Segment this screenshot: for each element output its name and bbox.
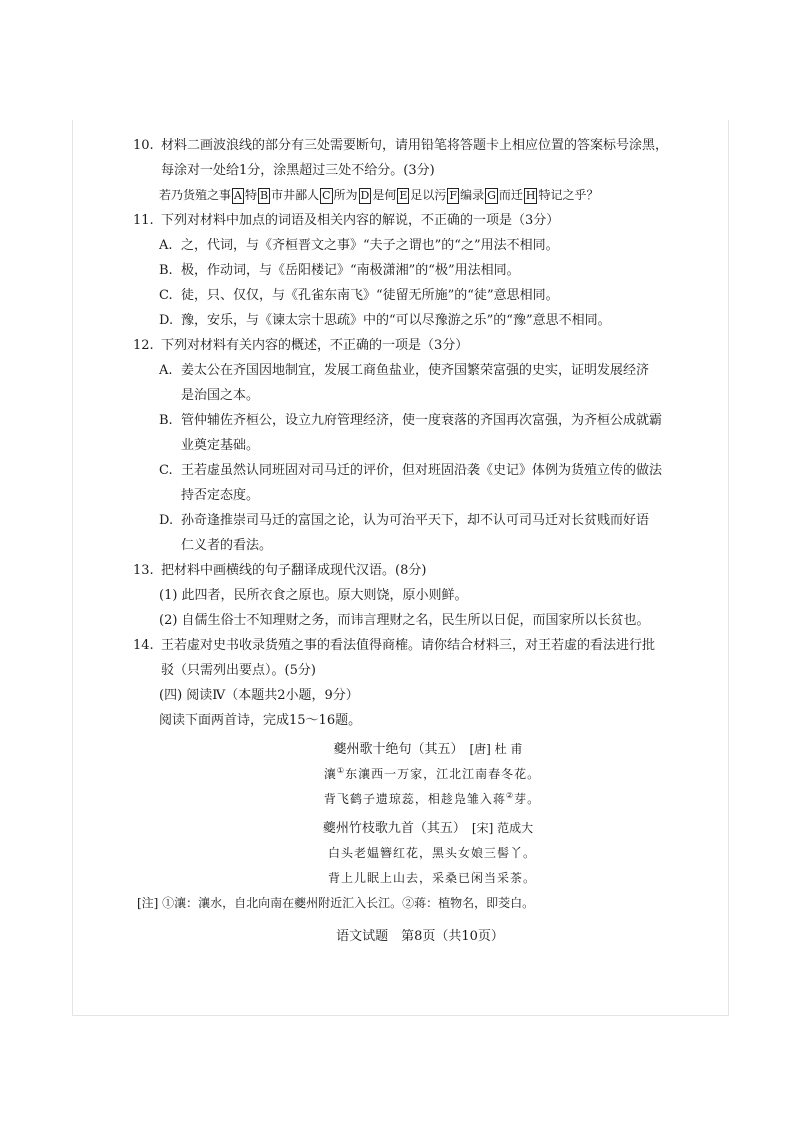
- option-letter: B.: [159, 263, 173, 278]
- question-number: 14.: [133, 638, 154, 653]
- option-letter: C.: [159, 288, 173, 303]
- poem-1-line-1: [137, 762, 697, 787]
- poem-1-author: [唐] 杜 甫: [469, 742, 523, 756]
- option-d: [159, 308, 697, 333]
- question-stem: 把材料中画横线的句子翻译成现代汉语。(8分): [161, 563, 427, 578]
- option-letter: A.: [159, 238, 173, 253]
- option-text: 极，作动词，与《岳阳楼记》“南极潇湘”的“极”用法相同。: [181, 263, 520, 278]
- answer-mark-e: E: [399, 189, 408, 202]
- option-text: 豫，安乐，与《谏太宗十思疏》中的“可以尽豫游之乐”的“豫”意思不相同。: [181, 313, 611, 328]
- poem-text: 瀼: [323, 767, 337, 781]
- question-stem: 下列对材料有关内容的概述，不正确的一项是（3分）: [161, 338, 469, 353]
- option-d: [159, 508, 697, 558]
- question-number: 13.: [133, 563, 154, 578]
- option-text-line-2: 是治国之本。: [181, 388, 260, 403]
- question-stem: 下列对材料中加点的词语及相关内容的解说，不正确的一项是（3分）: [161, 213, 560, 228]
- answer-mark-f: F: [449, 189, 458, 202]
- option-c: [159, 283, 697, 308]
- option-a: [159, 358, 697, 408]
- option-letter: D.: [159, 313, 174, 328]
- poem-1-title-row: [137, 737, 697, 762]
- option-text-line-2: 业奠定基础。: [181, 438, 260, 453]
- option-text-line-1: 王若虚虽然认同班固对司马迁的评价，但对班固沿袭《史记》体例为货殖立传的做法: [181, 463, 663, 478]
- answer-mark-c: C: [322, 189, 331, 202]
- option-a: [159, 233, 697, 258]
- poem-text: 东瀼西一万家，江北江南春冬花。: [345, 767, 541, 781]
- question-14-line-1: 王若虚对史书收录货殖之事的看法值得商榷。请你结合材料三，对王若虚的看法进行批: [161, 638, 656, 653]
- punctuation-sentence: [159, 183, 697, 208]
- poem-text: 芽。: [514, 792, 541, 806]
- option-letter: C.: [159, 463, 173, 478]
- answer-mark-g: G: [487, 189, 496, 202]
- option-text-line-1: 管仲辅佐齐桓公，设立九府管理经济，使一度衰落的齐国再次富强，为齐桓公成就霸: [181, 413, 663, 428]
- option-c: [159, 458, 697, 508]
- segment-text: 是何: [372, 188, 397, 202]
- answer-mark-b: B: [259, 189, 269, 202]
- poem-2-line-1: 白头老媪簪红花，黑头女娘三髻丫。: [327, 846, 536, 860]
- segment-text: 编录: [460, 188, 485, 202]
- poem-text: 背飞鹤子遗琼蕊，相趁凫雏入蒋: [323, 792, 506, 806]
- segment-text: 足以污: [410, 188, 447, 202]
- answer-mark-h: H: [525, 189, 536, 202]
- segment-text: 特: [244, 188, 257, 202]
- option-b: [159, 258, 697, 283]
- exam-page-content: [133, 133, 697, 949]
- section-intro: 阅读下面两首诗，完成15～16题。: [159, 713, 362, 728]
- question-14-line-2: 驳（只需列出要点）。(5分): [161, 663, 316, 678]
- question-number: 10.: [133, 138, 154, 153]
- option-b: [159, 408, 697, 458]
- page-footer: 语文试题 第8页（共10页）: [336, 929, 504, 944]
- answer-mark-a: A: [234, 189, 242, 202]
- option-text: 之，代词，与《齐桓晋文之事》“夫子之谓也”的“之”用法不相同。: [181, 238, 559, 253]
- poem-2-line-2: 背上儿眠上山去，采桑已闲当采茶。: [327, 871, 536, 885]
- segment-text: 所为: [333, 188, 358, 202]
- poem-2-author: [宋] 范成大: [471, 821, 534, 835]
- footnote-marker: ②: [505, 791, 515, 800]
- answer-mark-d: D: [360, 189, 370, 202]
- question-number: 12.: [133, 338, 154, 353]
- segment-text: 市井鄙人: [271, 188, 320, 202]
- option-text-line-2: 持否定态度。: [181, 488, 260, 503]
- option-letter: B.: [159, 413, 173, 428]
- option-letter: D.: [159, 513, 174, 528]
- translation-item-2: (2) 自儒生俗士不知理财之务，而讳言理财之名，民生所以日促，而国家所以长贫也。: [159, 613, 650, 628]
- option-text-line-1: 孙奇逢推崇司马迁的富国之论，认为可治平天下，却不认可司马迁对长贫贱而好语: [181, 513, 650, 528]
- poem-2-title-row: [137, 816, 697, 841]
- question-10-line-1: 材料二画波浪线的部分有三处需要断句，请用铅笔将答题卡上相应位置的答案标号涂黑，: [161, 138, 669, 153]
- footnote: [注] ①瀼：瀼水，自北向南在夔州附近汇入长江。②蒋：植物名，即茭白。: [137, 896, 535, 910]
- question-12: [133, 333, 697, 358]
- option-text-line-2: 仁义者的看法。: [181, 538, 273, 553]
- question-13: [133, 558, 697, 583]
- poem-1-line-2: [137, 787, 697, 812]
- segment-text: 而迁: [498, 188, 523, 202]
- poem-1-title: 夔州歌十绝句（其五）: [333, 742, 464, 757]
- question-10-line-2: 每涂对一处给1分，涂黑超过三处不给分。(3分): [161, 163, 435, 178]
- poem-2-title: 夔州竹枝歌九首（其五）: [322, 821, 466, 836]
- segment-text: 特记之乎？: [538, 188, 599, 202]
- translation-item-1: (1) 此四者，民所衣食之原也。原大则饶，原小则鲜。: [159, 588, 468, 603]
- option-text: 徒，只、仅仅，与《孔雀东南飞》“徒留无所施”的“徒”意思相同。: [181, 288, 559, 303]
- question-10: [133, 133, 697, 183]
- question-number: 11.: [133, 213, 154, 228]
- segment-text: 若乃货殖之事: [159, 188, 232, 202]
- footnote-marker: ①: [336, 766, 346, 775]
- question-14: [133, 633, 697, 683]
- option-letter: A.: [159, 363, 173, 378]
- option-text-line-1: 姜太公在齐国因地制宜，发展工商鱼盐业，使齐国繁荣富强的史实，证明发展经济: [181, 363, 650, 378]
- question-11: [133, 208, 697, 233]
- section-heading: (四) 阅读Ⅳ（本题共2小题，9分）: [159, 688, 359, 703]
